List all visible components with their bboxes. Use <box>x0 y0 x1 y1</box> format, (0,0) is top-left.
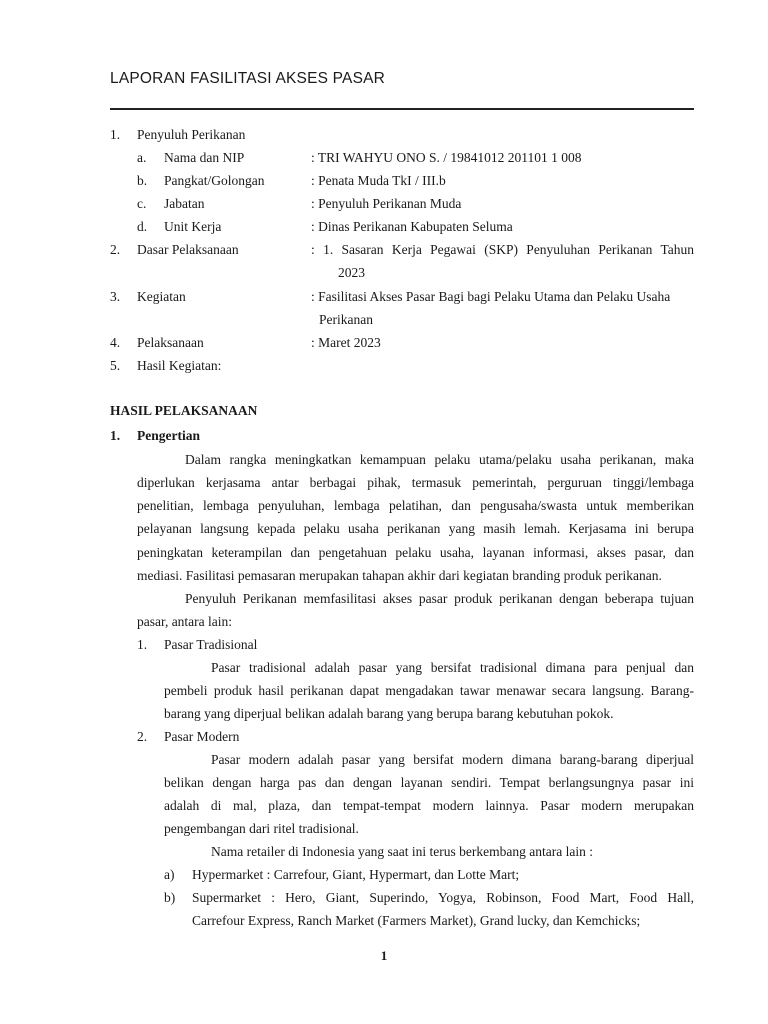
retailer-intro: Nama retailer di Indonesia yang saat ini terus berkembang antara lain : <box>211 844 593 859</box>
item-value: : Penata Muda TkI / III.b <box>311 173 446 188</box>
item-letter: b. <box>137 173 148 188</box>
item-letter: a. <box>137 150 147 165</box>
section-value: : Maret 2023 <box>311 335 381 350</box>
item-label: Unit Kerja <box>164 219 222 234</box>
section-label: Kegiatan <box>137 289 186 304</box>
paragraph-line: diperlukan kerjasama antar berbagai pihak, termasuk pemerintah, perguruan tinggi/lembaga <box>137 475 694 490</box>
list-number: 1. <box>137 637 148 652</box>
paragraph-line: barang yang diperjual belikan adalah barang yang berupa barang kebutuhan pokok. <box>164 706 614 721</box>
item-value: : Penyuluh Perikanan Muda <box>311 196 462 211</box>
paragraph-line: peningkatan keterampilan dan pengetahuan pelaku usaha, layanan informasi, akses pasar, dan <box>137 545 694 560</box>
page-number: 1 <box>380 948 388 963</box>
sub-item-letter: a) <box>164 867 175 882</box>
list-title: Pasar Modern <box>164 729 240 744</box>
list-number: 2. <box>137 729 148 744</box>
item-label: Jabatan <box>164 196 205 211</box>
paragraph-line: belikan dengan harga pas dan dengan layanan sendiri. Tempat berlangsungnya pasar ini <box>164 775 694 790</box>
paragraph-line: pengembangan dari ritel tradisional. <box>164 821 359 836</box>
section-number: 3. <box>110 289 121 304</box>
paragraph-line: Dalam rangka meningkatkan kemampuan pelaku utama/pelaku usaha perikanan, maka <box>185 452 694 467</box>
section-value: : Fasilitasi Akses Pasar Bagi bagi Pelaku Utama dan Pelaku Usaha <box>311 289 671 304</box>
results-heading: HASIL PELAKSANAAN <box>110 403 258 418</box>
section-label: Pelaksanaan <box>137 335 204 350</box>
paragraph-line: Pasar modern adalah pasar yang bersifat modern dimana barang-barang diperjual <box>211 752 694 767</box>
section-number: 4. <box>110 335 121 350</box>
section-label: Hasil Kegiatan: <box>137 358 222 373</box>
list-title: Pasar Tradisional <box>164 637 258 652</box>
paragraph-line: adalah di mal, plaza, dan tempat-tempat modern lainnya. Pasar modern merupakan <box>164 798 694 813</box>
paragraph-line: penelitian, lembaga penyuluhan, lembaga pelatihan, dan pengusaha/swasta untuk memberikan <box>137 498 694 513</box>
section-value: : 1. Sasaran Kerja Pegawai (SKP) Penyuluhan Perikanan Tahun <box>311 242 694 257</box>
section-label: Penyuluh Perikanan <box>137 127 246 142</box>
paragraph-line: mediasi. Fasilitasi pemasaran merupakan tahapan akhir dari kegiatan branding produk perikanan. <box>137 568 662 583</box>
item-letter: d. <box>137 219 148 234</box>
section-number: 5. <box>110 358 121 373</box>
item-label: Nama dan NIP <box>164 150 245 165</box>
paragraph-line: Pasar tradisional adalah pasar yang bersifat tradisional dimana para penjual dan <box>211 660 694 675</box>
section-value-continued: 2023 <box>338 265 365 280</box>
sub-item-text: Supermarket : Hero, Giant, Superindo, Yogya, Robinson, Food Mart, Food Hall, <box>192 890 694 905</box>
section-number: 1. <box>110 127 121 142</box>
item-label: Pangkat/Golongan <box>164 173 265 188</box>
paragraph-line: pembeli produk hasil perikanan dapat mengadakan tawar menawar secara langsung. Barang- <box>164 683 694 698</box>
sub-item-text: Carrefour Express, Ranch Market (Farmers Market), Grand lucky, dan Kemchicks; <box>192 913 641 928</box>
section-number: 2. <box>110 242 121 257</box>
paragraph-line: pasar, antara lain: <box>137 614 233 629</box>
section-label: Dasar Pelaksanaan <box>137 242 239 257</box>
item-value: : Dinas Perikanan Kabupaten Seluma <box>311 219 513 234</box>
subsection-heading: Pengertian <box>137 428 200 443</box>
document-title: LAPORAN FASILITASI AKSES PASAR <box>110 70 386 87</box>
section-value-continued: Perikanan <box>319 312 373 327</box>
sub-item-text: Hypermarket : Carrefour, Giant, Hypermart, dan Lotte Mart; <box>192 867 520 882</box>
paragraph-line: Penyuluh Perikanan memfasilitasi akses pasar produk perikanan dengan beberapa tujuan <box>185 591 694 606</box>
subsection-number: 1. <box>110 428 121 443</box>
item-value: : TRI WAHYU ONO S. / 19841012 201101 1 008 <box>311 150 582 165</box>
item-letter: c. <box>137 196 147 211</box>
title-rule <box>110 108 694 110</box>
sub-item-letter: b) <box>164 890 176 905</box>
paragraph-line: pelayanan langsung kepada pelaku usaha perikanan yang masih lemah. Kerjasama ini berupa <box>137 521 694 536</box>
